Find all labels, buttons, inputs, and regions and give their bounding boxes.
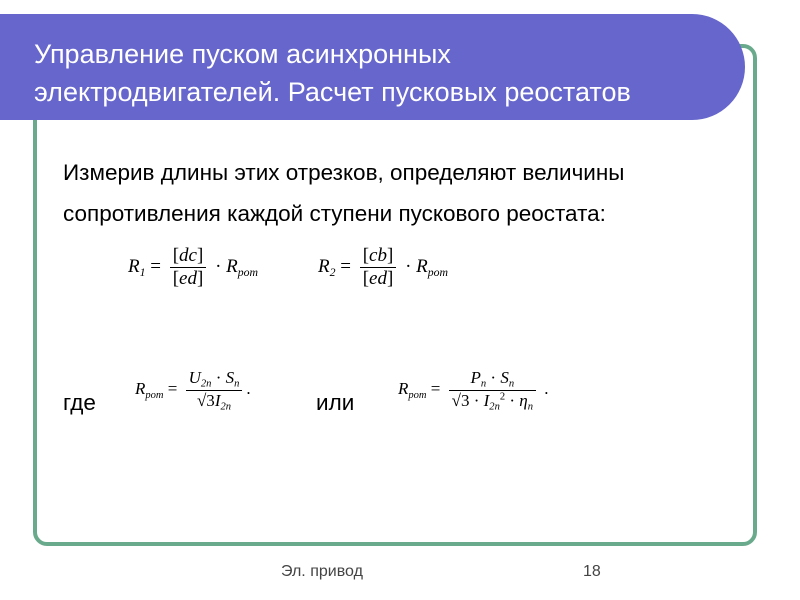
where-label: где — [63, 390, 96, 415]
footer-label: Эл. привод — [281, 563, 363, 580]
body-line-2: сопротивления каждой ступени пускового реостата: — [63, 201, 606, 226]
body-text — [63, 152, 743, 234]
formula-r2: $R_2$ = $\frac{[cb]}{[ed]}$ · $R_{pom}$ — [318, 245, 449, 289]
formula-r1: $R_1$ = $\frac{[dc]}{[ed]}$ · $R_{pom}$ — [128, 245, 259, 289]
title-line-1: Управление пуском асинхронных — [34, 39, 451, 69]
page-number: 18 — [583, 563, 601, 580]
formula-rpom-a: $R_{pom}$ = $\frac{U_{2n} \cdot S_n}{√3I_{2n}}$ . — [135, 368, 251, 413]
or-label: или — [316, 390, 355, 415]
title-line-2: электродвигателей. Расчет пусковых реостатов — [34, 77, 631, 107]
formula-rpom-b: $R_{pom}$ = $\frac{P_n \cdot S_n}{√3 \cdot I_{2n}^2 \cdot \eta_n}$ . — [398, 368, 549, 413]
slide-title — [34, 35, 754, 111]
body-line-1: Измерив длины этих отрезков, определяют величины — [63, 160, 625, 185]
